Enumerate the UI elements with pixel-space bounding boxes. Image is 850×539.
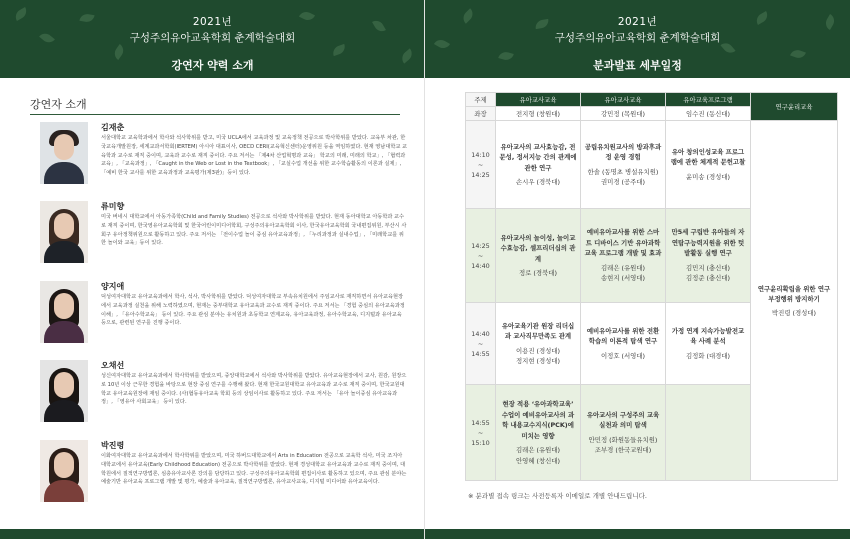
speaker-name: 오채선 — [101, 361, 125, 370]
time-slot: 14:55 ~ 15:10 — [466, 385, 496, 481]
speaker-card — [40, 122, 410, 182]
presentation-title: 만5세 구립반 유아들의 자연탐구능력지원을 위한 텃밭활동 실행 연구 — [671, 228, 745, 258]
page-header — [0, 0, 425, 78]
speaker-name: 양지애 — [101, 282, 125, 291]
presenter: 김민지 (충신대) — [685, 263, 731, 272]
page-footer-bar — [425, 529, 850, 539]
presenter: 송현지 (서영대) — [600, 274, 646, 283]
presentation-title: 유아교사의 놀이성, 놀이교수효능감, 셀프리더십의 관계 — [500, 233, 576, 263]
schedule-table — [465, 92, 838, 481]
chair-name: 임수진 (동신대) — [666, 107, 751, 121]
presenter: 김래은 (유원대) — [515, 446, 561, 454]
header-conference-title: 구성주의유아교육학회 춘계학술대회 — [129, 32, 296, 44]
presenter: 김정화 (대경대) — [685, 351, 731, 360]
empty-session-cell — [666, 385, 751, 481]
time-slot: 14:10 ~ 14:25 — [466, 121, 496, 209]
presentation-title: 현장 적용 ‘유아과학교육’ 수업이 예비유아교사의 과학 내용교수지식(PCK)에 미치는 영향 — [501, 400, 575, 440]
speaker-card — [40, 440, 410, 500]
speaker-card — [40, 281, 410, 341]
chair-label: 좌장 — [466, 107, 496, 121]
speaker-photo — [40, 440, 88, 502]
speaker-bio: 서울대학교 교육학과에서 학사와 석사학위를 받고, 미국 UCLA에서 교육과정 및 교육정책 전공으로 박사학위를 받았다. 교육부 차관, 한국교육개발원장, 세계교과서학회(IERTEM) 아시아 대표이사, OECD CERI(교육혁신센터)운영위원 등을 역임하였다. 현재 영남대학교 교육학과 교수로 재직 중이며, 교육과 교수로 재직 중이다. 주요 저서는 「제4차 산업혁명과 교육」 학교의 미래, 미래의 학교」, 「협력과 교육」, 「교육과정」, 「Caught in the Web or Lost in the Textbook」, 「교실수업 개선을 위한 교수학습활동의 이론과 실제」, 「예비 한국 교사를 위한 교육과정과 교육평가(제3판)」등이 있다. — [101, 135, 408, 177]
ethics-session-cell — [751, 121, 838, 481]
footnote: ※ 분과별 접속 링크는 사전등록자 이메일로 개별 안내드립니다. — [468, 492, 647, 500]
speaker-bio: 덕성여자대학교 유아교육과에서 학사, 석사, 박사학위를 받았다. 덕성여자대학교 부속유치원에서 주임교사로 재직하면서 유아교육현장에서 교육과정 실천을 위해 노력하였으며, 현재는 중부대학교 유아교육과 교수로 재직 중이다. 주요 저서는 「경험 중심의 유아교육과정 이해」, 「유아수학교육」 등이 있다. 주요 관심 분야는 유치원과 초등학교 연계교육, 유아교육과정, 유아수학교육, 디지털과 유아교육 등으로, 관련된 연구를 진행 중이다. — [101, 294, 405, 327]
speaker-photo — [40, 122, 88, 184]
presenter: 윤미송 (경성대) — [685, 172, 731, 181]
presentation-title: 연구윤리확립을 위한 연구부정행위 방지하기 — [757, 284, 831, 303]
header-year: 2021년 — [617, 16, 658, 28]
header-subtitle: 강연자 약력 소개 — [171, 59, 254, 72]
time-slot: 14:40 ~ 14:55 — [466, 303, 496, 385]
presenter: 이용진 (경성대) — [515, 346, 561, 355]
presentation-title: 유아 창의인성교육 프로그램에 관한 체계적 문헌고찰 — [670, 147, 746, 167]
session-schedule-page — [425, 0, 850, 539]
presenter: 정로 (경북대) — [519, 269, 557, 277]
presentation-title: 유아교사의 구성주의 교육 실천과 의미 탐색 — [586, 410, 660, 429]
section-title: 강연자 소개 — [30, 98, 87, 111]
presentation-title: 유아교육기관 원장 리더십과 교사직무만족도 관계 — [501, 321, 575, 340]
presenter: 안민정 (화원동들유치원) — [588, 435, 658, 444]
presentation-title: 공립유치원교사의 방과후과정 운영 경험 — [584, 142, 662, 161]
chair-name: 강민정 (목원대) — [581, 107, 666, 121]
session-cell — [496, 303, 581, 385]
leaf-ornament — [331, 44, 347, 56]
presenter: 김래은 (유원대) — [600, 263, 646, 272]
speaker-name: 박진령 — [101, 441, 125, 450]
presentation-title: 가정 연계 지속가능발전교육 사례 분석 — [671, 326, 745, 346]
topic-header: 유아교사교육 — [581, 93, 666, 107]
session-cell — [581, 303, 666, 385]
speaker-card — [40, 201, 410, 261]
section-divider — [30, 114, 400, 115]
speaker-bio: 이화여자대학교 유아교육과에서 학사학위를 받았으며, 미국 하버드대학교에서 Arts in Education 전공으로 교육학 석사, 미국 조지아대학교에서 유아교육(Early Childhood Education) 전공으로 박사학위를 받았다. 현재 경성대학교 유아교육과 교수로 재직 중이며, 대학원에서 질적연구방법론, 심층유아교사론 강의를 담당하고 있다. 구성주의유아교육학회 편집이사로 활동하고 있으며, 주요 관심 분야는 예술기반 유아교육 프로그램 개발 및 평가, 예술과 유아교육, 질적연구방법론, 유아교사교육, 디지털 미디어와 유아교육이다. — [101, 453, 407, 486]
header-subtitle: 분과발표 세부일정 — [593, 59, 682, 72]
speaker-bio: 성신여자대학교 유아교육과에서 학사학위를 받았으며, 중앙대학교에서 석사와 박사학위를 받았다. 유아교육현장에서 교사, 원감, 원장으로 10년 이상 근무한 경험을 바탕으로 현장 중심 연구를 수행해 왔다. 현재 한국교원대학교 유아교육과 교수로 재직 중이며, 한국교원대학교 유아교육원장에 재임 중이다. (사)협동유아교육 학회 등의 상임이사로 활동하고 있다. 주요 저서는 「유아 놀이중심 유아교육과정」, 「영유아 사회교육」 등이 있다. — [101, 373, 407, 406]
session-cell — [496, 121, 581, 209]
table-row — [466, 121, 838, 209]
presenter: 조부경 (한국교원대) — [594, 446, 652, 454]
presenter: 이정호 (서영대) — [600, 351, 646, 360]
topic-header: 유아교사교육 — [496, 93, 581, 107]
presentation-title: 유아교사의 교사효능감, 전문성, 정서지능 간의 관계에 관한 연구 — [499, 142, 577, 172]
topic-header: 유아교육프로그램 — [666, 93, 751, 107]
page-header — [425, 0, 850, 78]
session-cell — [496, 385, 581, 481]
header-conference-title: 구성주의유아교육학회 춘계학술대회 — [554, 32, 721, 44]
speaker-photo — [40, 281, 88, 343]
presenter: 안영혜 (창신대) — [515, 456, 561, 465]
speaker-photo — [40, 201, 88, 263]
topic-header: 연구윤리교육 — [751, 93, 838, 121]
session-cell — [581, 385, 666, 481]
presenter: 손시우 (경북대) — [515, 178, 561, 186]
speaker-bio: 미국 버네시 대학교에서 아동가족학(Child and Family Studies) 전공으로 석사와 박사학위를 받았다. 현재 동아대학교 아동학과 교수로 재직 중이며, 한국영유아교육학회 및 한국어린이미디어학회, 구성주의유아교육학회 이사, 한국유아교육학회 국내편집위원, 부산시 사회구 유아정책위원으로 활동하고 있다. 주요 저서는 「전이수업 놀이 중심 유아교육과정」, 「누리과정과 실내수업」, 「미래학교를 위한 놀이와 교육」등이 있다. — [101, 214, 407, 247]
topic-label: 주제 — [466, 93, 496, 107]
presenter: 한솔 (동명초 병설유치원) — [587, 167, 659, 176]
presenter: 권미경 (공주대) — [600, 178, 646, 186]
speaker-photo — [40, 360, 88, 422]
page-footer-bar — [0, 529, 425, 539]
presentation-title: 예비유아교사를 위한 전환학습의 이론적 탐색 연구 — [586, 326, 660, 346]
presenter: 김정준 (충신대) — [685, 274, 731, 283]
session-cell — [666, 303, 751, 385]
chair-name: 전지형 (창원대) — [496, 107, 581, 121]
speaker-name: 류미향 — [101, 202, 125, 211]
header-year: 2021년 — [192, 16, 233, 28]
session-cell — [666, 209, 751, 303]
presenter: 박진령 (경성대) — [771, 308, 817, 317]
topic-row — [466, 93, 838, 107]
time-slot: 14:25 ~ 14:40 — [466, 209, 496, 303]
session-cell — [496, 209, 581, 303]
session-cell — [581, 121, 666, 209]
presentation-title: 예비유아교사를 위한 스마트 디바이스 기반 유아과학교육 프로그램 개발 및 효과 — [584, 228, 662, 258]
speaker-name: 김재춘 — [101, 123, 125, 132]
speaker-card — [40, 360, 410, 420]
presenter: 정지현 (경성대) — [515, 357, 561, 365]
session-cell — [581, 209, 666, 303]
session-cell — [666, 121, 751, 209]
